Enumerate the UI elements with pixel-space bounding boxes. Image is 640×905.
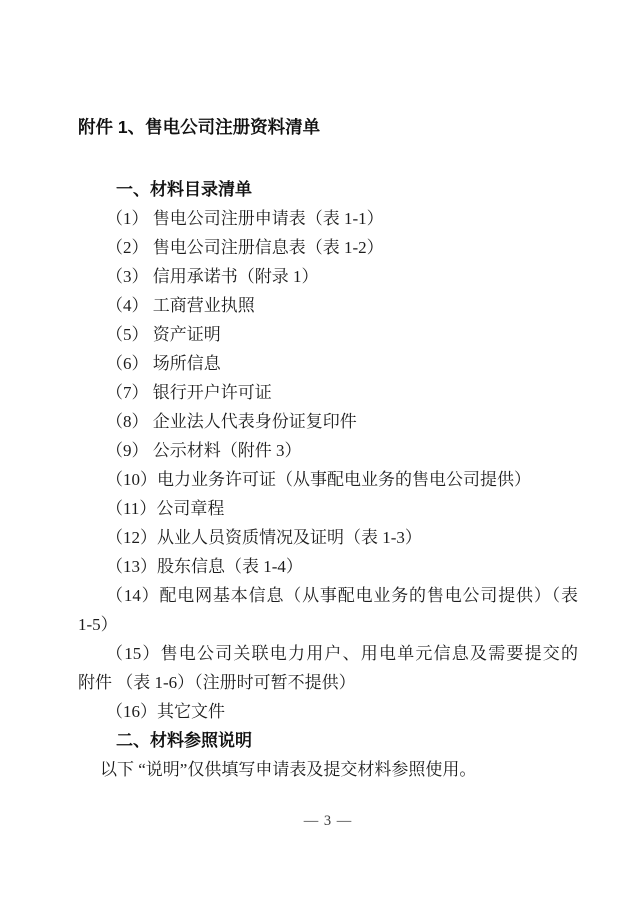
list-item-4: （4） 工商营业执照 <box>106 296 255 315</box>
doc-content <box>78 175 578 784</box>
list-item-10: （10）电力业务许可证（从事配电业务的售电公司提供） <box>106 470 531 489</box>
list-item-3: （3） 信用承诺书（附录 1） <box>106 267 319 286</box>
list-item-13: （13）股东信息（表 1-4） <box>106 557 303 576</box>
list-item-11: （11）公司章程 <box>106 499 225 518</box>
list-item-2: （2） 售电公司注册信息表（表 1-2） <box>106 238 384 257</box>
list-item-15: （15）售电公司关联电力用户、用电单元信息及需要提交的 <box>106 644 578 663</box>
note-paragraph: 以下 “说明”仅供填写申请表及提交材料参照使用。 <box>100 760 477 779</box>
list-item-7: （7） 银行开户许可证 <box>106 383 272 402</box>
list-item-1: （1） 售电公司注册申请表（表 1-1） <box>106 209 384 228</box>
section-2-heading: 二、材料参照说明 <box>116 731 252 750</box>
doc-title: 附件 1、售电公司注册资料清单 <box>78 117 321 137</box>
list-item-8: （8） 企业法人代表身份证复印件 <box>106 412 357 431</box>
page-number: — 3 — <box>303 813 353 829</box>
list-item-5: （5） 资产证明 <box>106 325 221 344</box>
list-item-6: （6） 场所信息 <box>106 354 221 373</box>
list-item-14-continuation: 1-5） <box>78 615 118 634</box>
list-item-14: （14）配电网基本信息（从事配电业务的售电公司提供）（表 <box>106 586 578 605</box>
list-item-9: （9） 公示材料（附件 3） <box>106 441 302 460</box>
list-item-12: （12）从业人员资质情况及证明（表 1-3） <box>106 528 422 547</box>
list-item-15-continuation: 附件 （表 1-6）（注册时可暂不提供） <box>78 673 356 692</box>
section-1-heading: 一、材料目录清单 <box>116 180 252 199</box>
list-item-16: （16）其它文件 <box>106 702 225 721</box>
